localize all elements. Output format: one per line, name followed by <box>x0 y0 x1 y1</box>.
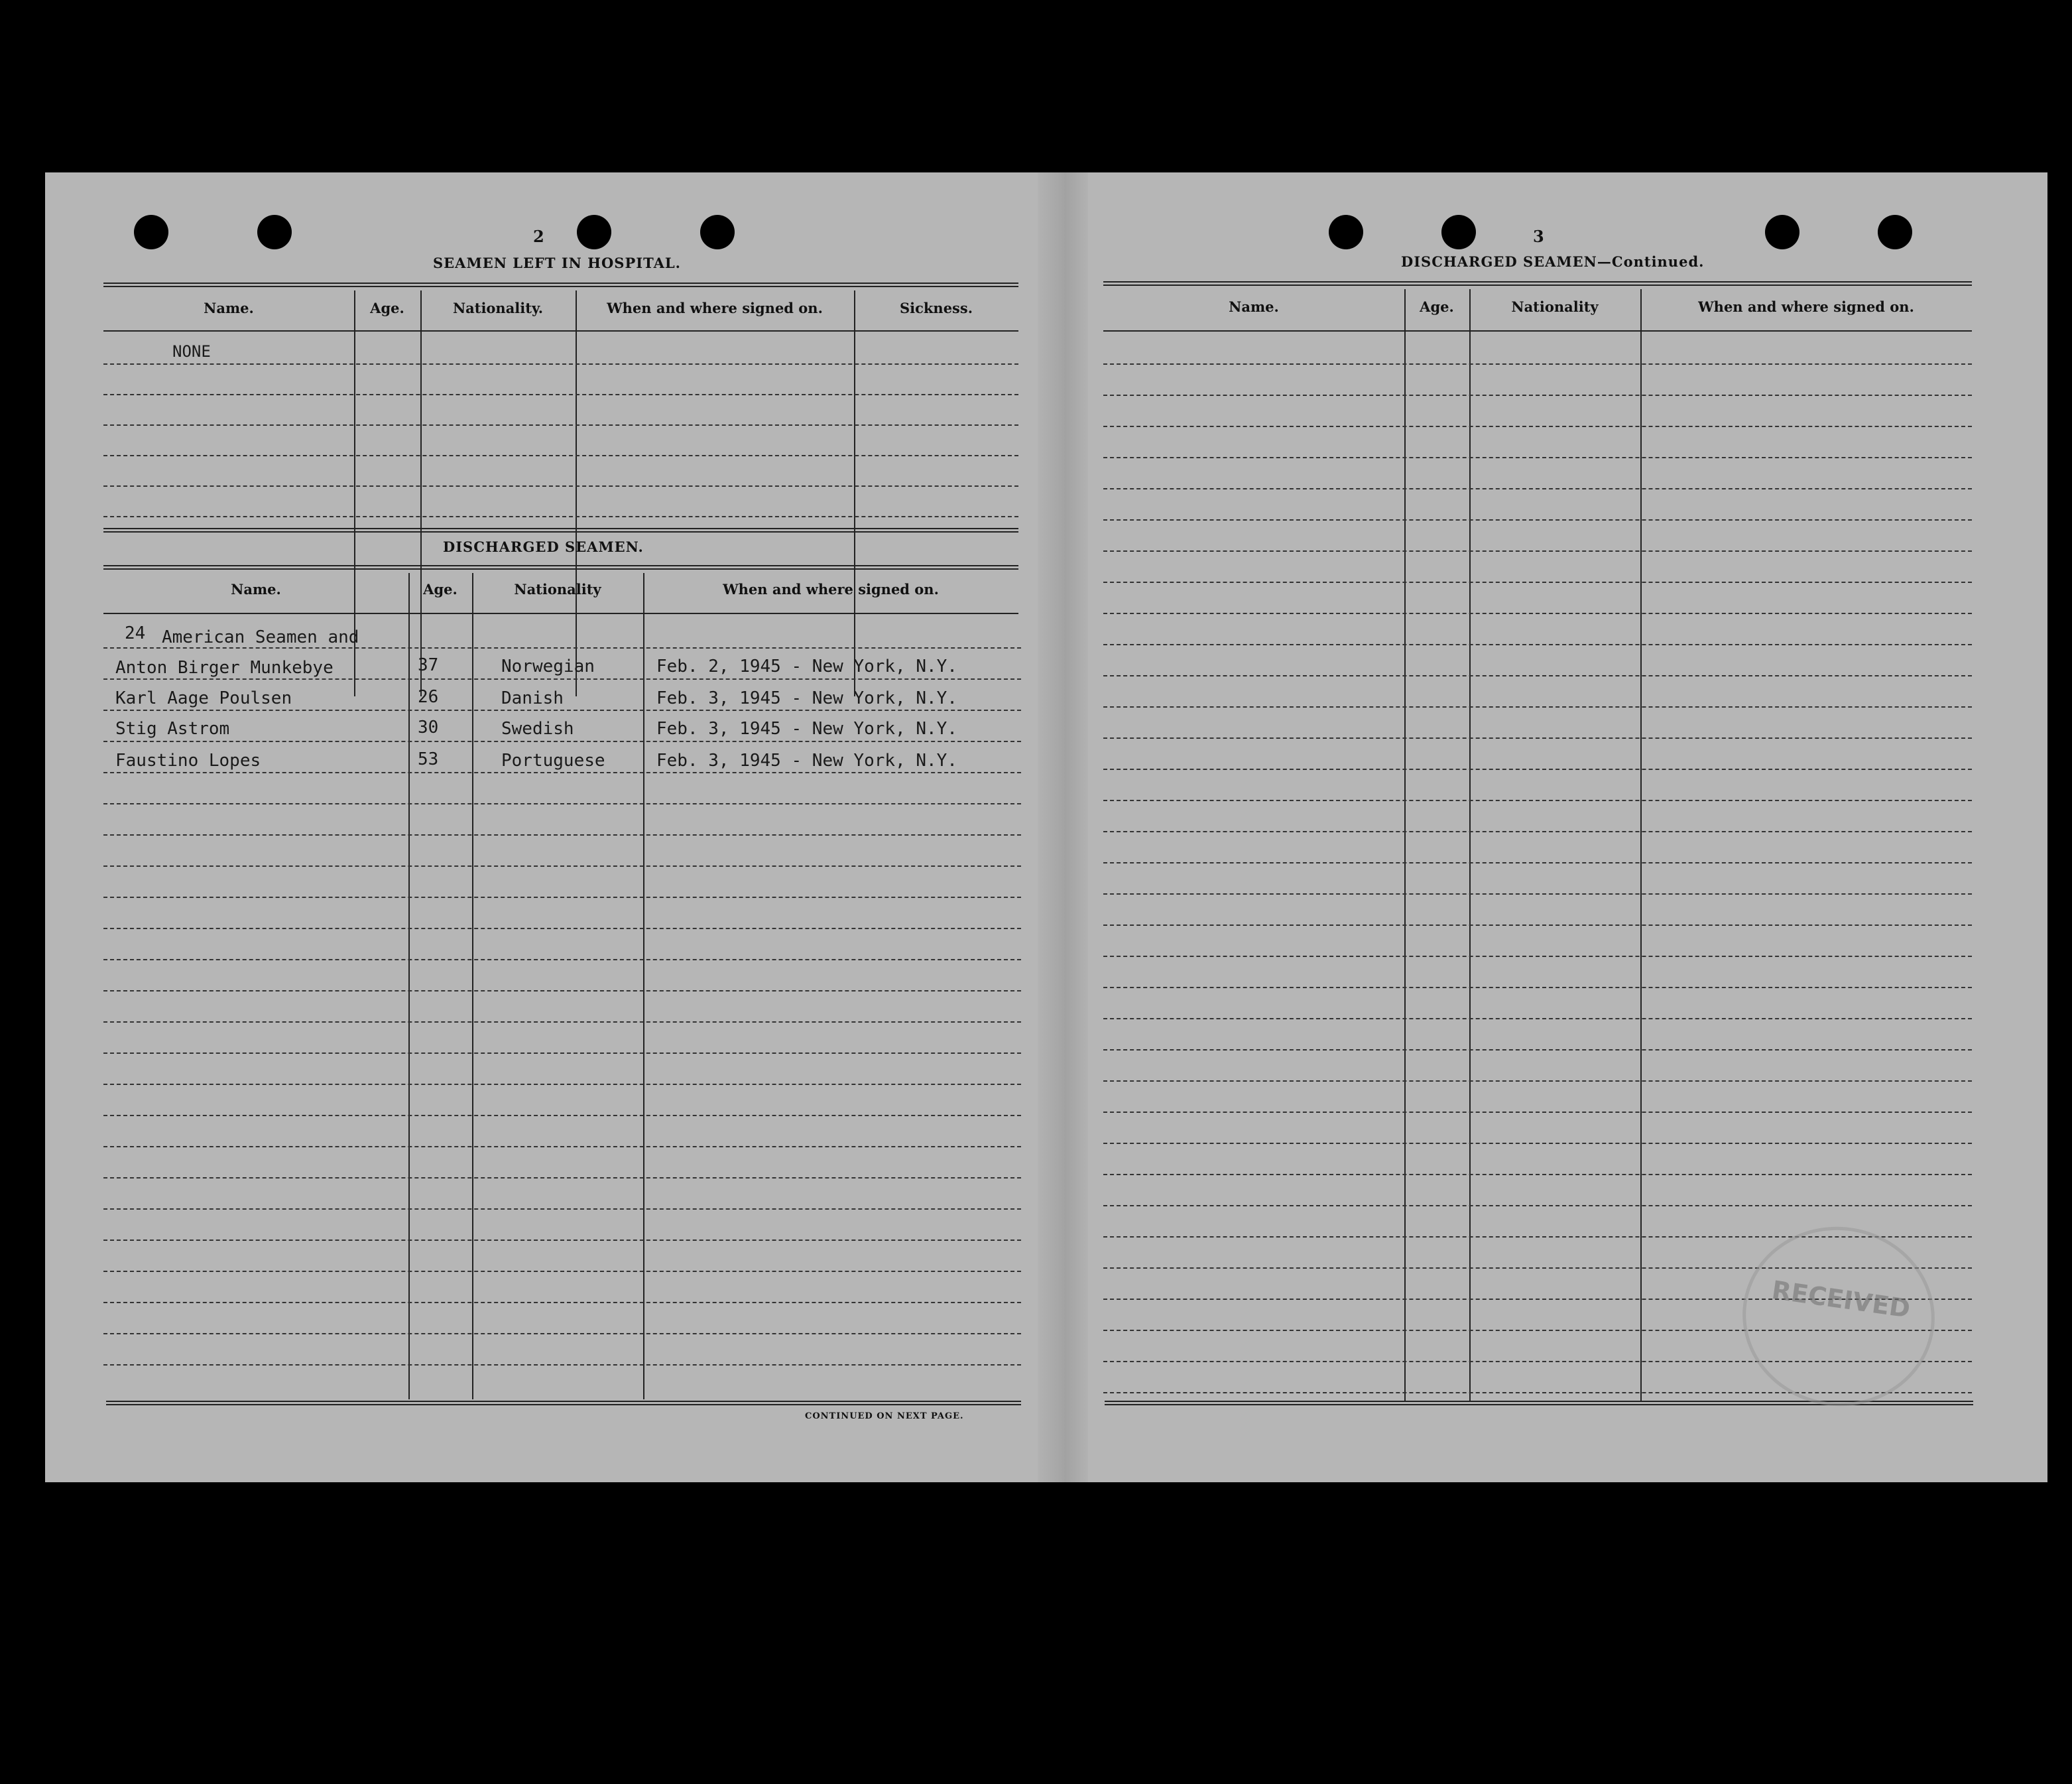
discharged-table-bottom-rule <box>106 1401 1021 1405</box>
page-number: 3 <box>1533 227 1544 246</box>
ruled-line <box>1103 924 1972 926</box>
ruled-line <box>1103 800 1972 801</box>
seaman-age: 26 <box>418 687 439 707</box>
seaman-nationality: Norwegian <box>501 657 595 676</box>
discharged-section-title: DISCHARGED SEAMEN. <box>443 539 644 555</box>
ruled-line <box>103 834 1021 836</box>
ruled-line <box>103 990 1021 991</box>
ruled-line <box>103 647 1021 649</box>
discharged-table-top-rule <box>103 565 1018 570</box>
ruled-line <box>1103 893 1972 895</box>
ruled-line <box>1103 1049 1972 1051</box>
ruled-line <box>103 394 1018 395</box>
seaman-age: 53 <box>418 749 439 769</box>
seaman-age: 37 <box>418 655 439 675</box>
ruled-line <box>103 1364 1021 1366</box>
seaman-nationality: Portuguese <box>501 751 605 771</box>
column-divider <box>643 573 644 1399</box>
ruled-line <box>1103 675 1972 676</box>
ruled-line <box>103 928 1021 929</box>
column-divider <box>576 290 577 696</box>
ruled-line <box>1103 1018 1972 1019</box>
ruled-line <box>103 1208 1021 1210</box>
ruled-line <box>1103 956 1972 957</box>
ruled-line <box>103 1177 1021 1179</box>
ruled-line <box>1103 737 1972 739</box>
ruled-line <box>103 1084 1021 1085</box>
ruled-line <box>1103 1143 1972 1144</box>
left-page <box>45 172 1040 1482</box>
ruled-line <box>1103 862 1972 863</box>
seaman-age: 30 <box>418 718 439 737</box>
ruled-line <box>1103 1174 1972 1175</box>
ruled-line <box>1103 582 1972 583</box>
hospital-table-top-rule <box>103 283 1018 287</box>
ruled-line <box>103 1271 1021 1272</box>
ruled-line <box>1103 987 1972 988</box>
ruled-line <box>1103 550 1972 552</box>
ruled-line <box>103 959 1021 960</box>
column-divider <box>1404 289 1406 1401</box>
column-header-name: Name. <box>1229 298 1279 315</box>
hospital-header-rule <box>103 330 1018 332</box>
column-header-age: Age. <box>423 581 457 598</box>
ruled-line <box>103 803 1021 804</box>
column-header-signed-on: When and where signed on. <box>1698 298 1914 315</box>
column-header-name: Name. <box>231 581 281 598</box>
seaman-signed-on: Feb. 2, 1945 - New York, N.Y. <box>656 657 957 676</box>
ruled-line <box>1103 395 1972 396</box>
column-divider <box>420 290 422 696</box>
ruled-line <box>1103 831 1972 832</box>
ruled-line <box>103 865 1021 867</box>
ruled-line <box>103 1333 1021 1334</box>
discharged-header-rule <box>103 613 1018 614</box>
ruled-line <box>103 485 1018 487</box>
column-header-age: Age. <box>370 300 404 316</box>
ruled-line <box>103 678 1021 680</box>
column-header-sickness: Sickness. <box>899 300 973 316</box>
continued-note: CONTINUED ON NEXT PAGE. <box>805 1411 964 1421</box>
column-header-nationality: Nationality. <box>452 300 544 316</box>
ruled-line <box>103 772 1021 773</box>
ruled-line <box>1103 769 1972 770</box>
ruled-line <box>1103 1112 1972 1113</box>
seaman-nationality: Danish <box>501 688 564 708</box>
ruled-line <box>1103 644 1972 645</box>
discharged-intro-number: 24 <box>125 623 146 643</box>
ruled-line <box>1103 1080 1972 1082</box>
seaman-nationality: Swedish <box>501 719 574 739</box>
column-divider <box>408 573 410 1399</box>
column-header-signed-on: When and where signed on. <box>723 581 939 598</box>
seaman-name: Faustino Lopes <box>115 751 261 771</box>
ruled-line <box>103 363 1018 365</box>
hospital-table-bottom-rule <box>103 528 1018 533</box>
ruled-line <box>103 1240 1021 1241</box>
column-header-signed-on: When and where signed on. <box>607 300 823 316</box>
ruled-line <box>1103 426 1972 427</box>
ruled-line <box>103 1021 1021 1023</box>
ruled-line <box>103 1302 1021 1303</box>
column-header-nationality: Nationality <box>1511 298 1599 315</box>
seaman-name: Anton Birger Munkebye <box>115 658 334 678</box>
ruled-line <box>103 516 1018 517</box>
discharged-continued-title: DISCHARGED SEAMEN—Continued. <box>1401 253 1705 270</box>
ruled-line <box>103 1052 1021 1054</box>
column-divider <box>1469 289 1471 1401</box>
column-divider <box>1640 289 1642 1401</box>
ruled-line <box>1103 363 1972 365</box>
page-number: 2 <box>533 227 544 246</box>
ruled-line <box>103 710 1021 711</box>
document-sheet <box>45 172 2047 1482</box>
seaman-signed-on: Feb. 3, 1945 - New York, N.Y. <box>656 688 957 708</box>
ruled-line <box>1103 457 1972 458</box>
ruled-line <box>103 1115 1021 1116</box>
right-header-rule <box>1103 330 1972 332</box>
seaman-name: Stig Astrom <box>115 719 230 739</box>
ruled-line <box>1103 519 1972 521</box>
ruled-line <box>103 897 1021 898</box>
discharged-intro-text: American Seamen and <box>162 627 359 647</box>
column-header-name: Name. <box>204 300 254 316</box>
seaman-signed-on: Feb. 3, 1945 - New York, N.Y. <box>656 719 957 739</box>
column-divider <box>854 290 855 696</box>
ruled-line <box>103 741 1021 742</box>
ruled-line <box>103 455 1018 456</box>
column-header-age: Age. <box>1420 298 1454 315</box>
ruled-line <box>1103 613 1972 614</box>
seaman-name: Karl Aage Poulsen <box>115 688 292 708</box>
ruled-line <box>1103 706 1972 708</box>
column-divider <box>472 573 473 1399</box>
hospital-entry: NONE <box>172 342 211 361</box>
column-header-nationality: Nationality <box>514 581 601 598</box>
hospital-section-title: SEAMEN LEFT IN HOSPITAL. <box>433 255 681 271</box>
ruled-line <box>103 424 1018 426</box>
ruled-line <box>1103 488 1972 489</box>
ruled-line <box>1103 1205 1972 1206</box>
seaman-signed-on: Feb. 3, 1945 - New York, N.Y. <box>656 751 957 771</box>
stamp-text: RECEIVED <box>1770 1275 1912 1324</box>
right-table-top-rule <box>1103 281 1972 286</box>
ruled-line <box>103 1146 1021 1147</box>
